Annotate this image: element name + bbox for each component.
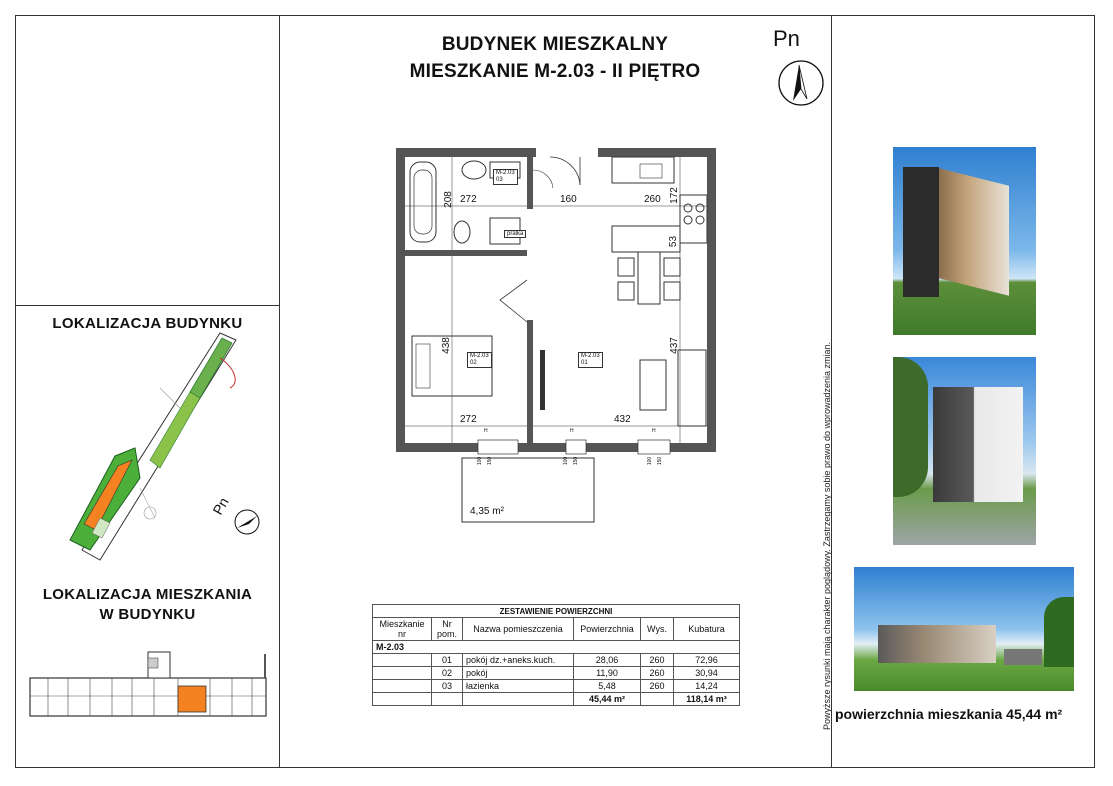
dim-bedroom-height: 438: [440, 337, 452, 354]
left-hdivider: [15, 305, 279, 306]
col-area: Powierzchnia: [574, 618, 641, 641]
window-size-2a: 100: [563, 456, 570, 466]
dim-hall: 160: [560, 194, 577, 205]
balcony-area: 4,35 m²: [470, 506, 504, 517]
col-height: Wys.: [641, 618, 674, 641]
dim-kitchen-gap: 53: [668, 235, 680, 248]
room-tag-01: M-2.03 01: [578, 352, 603, 368]
window-label-2: H: [570, 428, 574, 434]
table-row: 01 pokój dz.+aneks.kuch. 28,06 260 72,96: [373, 654, 740, 667]
total-volume: 118,14 m³: [674, 693, 740, 706]
dim-living-height: 437: [668, 337, 680, 354]
table-row: 03 łazienka 5,48 260 14,24: [373, 680, 740, 693]
building-photo-3: [854, 567, 1074, 691]
site-compass-icon: [233, 508, 261, 536]
washer-label: pralka: [504, 230, 526, 238]
table-row: 02 pokój 11,90 260 30,94: [373, 667, 740, 680]
window-size-1a: 100: [477, 456, 484, 466]
north-label: Pn: [773, 26, 800, 51]
site-north-label: Pn: [209, 494, 232, 518]
dim-kitchen-height: 172: [668, 187, 680, 204]
window-label-1: H: [484, 428, 488, 434]
dim-bath-width: 272: [460, 194, 477, 205]
area-summary-table: [372, 604, 740, 706]
disclaimer-text: Powyższe rysunki mają charakter poglądowy. Zastrzegamy sobie prawo do wprowadzenia zmian.: [822, 341, 832, 730]
dim-bath-height: 208: [442, 191, 454, 208]
dim-bedroom-width: 272: [460, 414, 477, 425]
total-area: 45,44 m²: [574, 693, 641, 706]
apartment-area-label: powierzchnia mieszkania 45,44 m²: [835, 706, 1063, 722]
window-size-1b: 150: [487, 456, 494, 466]
document-title-line2: MIESZKANIE M-2.03 - II PIĘTRO: [409, 61, 701, 82]
col-room-name: Nazwa pomieszczenia: [463, 618, 574, 641]
document-title-line1: BUDYNEK MIESZKALNY: [441, 34, 669, 55]
building-photo-1: [893, 147, 1036, 335]
apartment-location-title-1: LOKALIZACJA MIESZKANIA: [42, 586, 253, 603]
floor-key-plan: [28, 650, 270, 722]
room-tag-02: M-2.03 02: [467, 352, 492, 368]
window-label-3: H: [652, 428, 656, 434]
col-apartment: Mieszkanie nr: [373, 618, 432, 641]
table-heading: ZESTAWIENIE POWIERZCHNI: [373, 605, 740, 618]
building-location-title: LOKALIZACJA BUDYNKU: [52, 315, 243, 332]
col-volume: Kubatura: [674, 618, 740, 641]
apartment-row: M-2.03: [373, 641, 740, 654]
dim-kitchen-width: 260: [644, 194, 661, 205]
compass-icon: [777, 59, 825, 107]
col-room-nr: Nr pom.: [432, 618, 463, 641]
building-photo-2: [893, 357, 1036, 545]
window-size-2b: 150: [573, 456, 580, 466]
apartment-location-title-2: W BUDYNKU: [99, 606, 196, 623]
window-size-3a: 100: [647, 456, 654, 466]
dim-living-width: 432: [614, 414, 631, 425]
window-size-3b: 150: [657, 456, 664, 466]
room-tag-03: M-2.03 03: [493, 169, 518, 185]
